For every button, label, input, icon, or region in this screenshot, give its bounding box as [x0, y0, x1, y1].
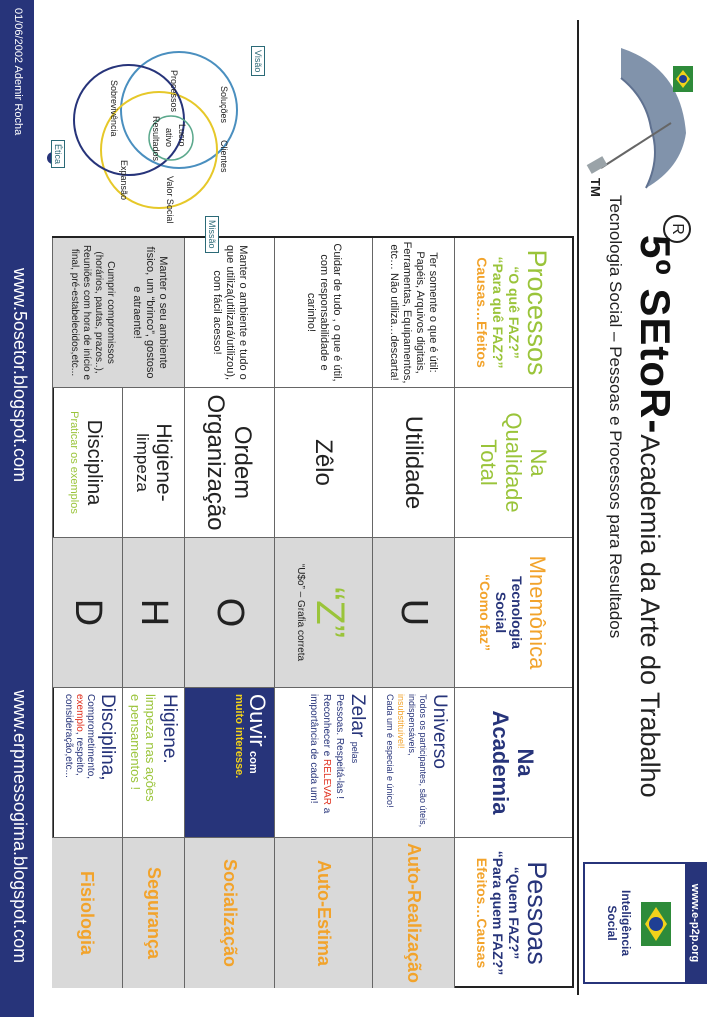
etica-label: Ética — [51, 140, 65, 168]
pessoas-socializacao: Socialização — [184, 838, 274, 988]
qualidade-higiene: Higiene- limpeza — [122, 388, 184, 538]
qualidade-zelo: Zêlo — [274, 388, 372, 538]
header-pessoas: Pessoas “Quem FAZ?” “Para quem FAZ?” Efeitos…Causas — [454, 838, 572, 988]
mnemonica-h: H — [122, 538, 184, 688]
header-qualidade: Na Qualidade Total — [454, 388, 572, 538]
qualidade-ordem: Ordem Organização — [184, 388, 274, 538]
pessoas-auto-estima: Auto-Estima — [274, 838, 372, 988]
qualidade-disciplina: Disciplina Praticar os exemplos — [52, 388, 122, 538]
academia-universo: Universo Todos os participantes, são úteis, indispensáveis, insubstituível! Cada um é especial e único! — [372, 688, 454, 838]
umbrella-icon — [581, 28, 701, 198]
mnemonica-d: D — [52, 538, 122, 688]
academia-zelar: Zelar pelas Pessoas. Respeitá-las ! Reconhecer e RELEVAR a importância de cada um! — [274, 688, 372, 838]
mnemonica-z: “Z” “U$o” – Grafia correta — [274, 538, 372, 688]
title-main: 5º SEtoR- — [632, 235, 679, 435]
academia-higiene: Higiene. limpeza nas ações e pensamentos ! — [122, 688, 184, 838]
pessoas-auto-realizacao: Auto-Realização — [372, 838, 454, 988]
academia-ouvir: Ouvir com muito interesse. — [184, 688, 274, 838]
footer-date: 01/06/2002 Ademir Rocha — [12, 8, 24, 136]
umbrella-logo — [581, 28, 701, 198]
header-divider — [577, 20, 579, 995]
venn-diagram: Visão Ética Missão Soluções Clientes Lucro ativo Resultados Processos Expansão Sobrevivência Valor Social — [44, 20, 269, 230]
header-mnemonica: Mnemônica Tecnologia Social “Como faz” — [454, 538, 572, 688]
pessoas-fisiologia: Fisiologia — [52, 838, 122, 988]
brazil-flag-icon — [641, 902, 671, 946]
processos-row-4: Manter o seu ambiente físico, um “brinco”, gostoso e atraente! Cumprir compromissos (horários, pautas, prazos..), Reuniões com hora de início e final, pré-estabelecidos,etc... — [52, 238, 184, 388]
processos-row-1: Ter somente o que é útil: Papéis, Arquivos digitais, Ferramentas, Equipamentos, etc… Não utiliza…descarta! — [372, 238, 454, 388]
mnemonica-u: U — [372, 538, 454, 688]
registered-mark: R — [663, 215, 691, 243]
missao-label: Missão — [205, 216, 219, 253]
footer-url-1[interactable]: www.5osetor.blogspot.com — [10, 268, 30, 483]
processos-row-2: Cuidar de tudo , o que é útil, com responsabilidade e carinho! — [274, 238, 372, 388]
logo-name: Inteligência Social — [605, 889, 633, 957]
brazil-flag-icon — [673, 66, 693, 92]
header-processos: Processos “O quê FAZ?” “Para quê FAZ?” Causas…Efeitos — [454, 238, 572, 388]
inteligencia-social-logo — [583, 862, 707, 984]
mnemonica-o: O — [184, 538, 274, 688]
processos-row-3: Manter o ambiente e tudo o que utiliza(utilizará/utilizou), com fácil acesso! — [184, 238, 274, 388]
header-academia: Na Academia — [454, 688, 572, 838]
5s-table — [52, 236, 574, 988]
footer-bar — [0, 0, 34, 1017]
tagline: Tecnologia Social – Pessoas e Processos para Resultados — [606, 195, 625, 639]
title-sub: Academia da Arte do Trabalho — [635, 434, 665, 798]
logo-url: www.e-p2p.org — [685, 864, 705, 982]
pessoas-seguranca: Segurança — [122, 838, 184, 988]
trademark: TM — [588, 178, 603, 197]
qualidade-utilidade: Utilidade — [372, 388, 454, 538]
footer-url-2[interactable]: www.erpmessogima.blogspot.com — [10, 690, 30, 964]
visao-label: Visão — [251, 46, 265, 76]
academia-disciplina: Disciplina, Comprometimento, exemplo, respeito, consideração,etc... — [52, 688, 122, 838]
